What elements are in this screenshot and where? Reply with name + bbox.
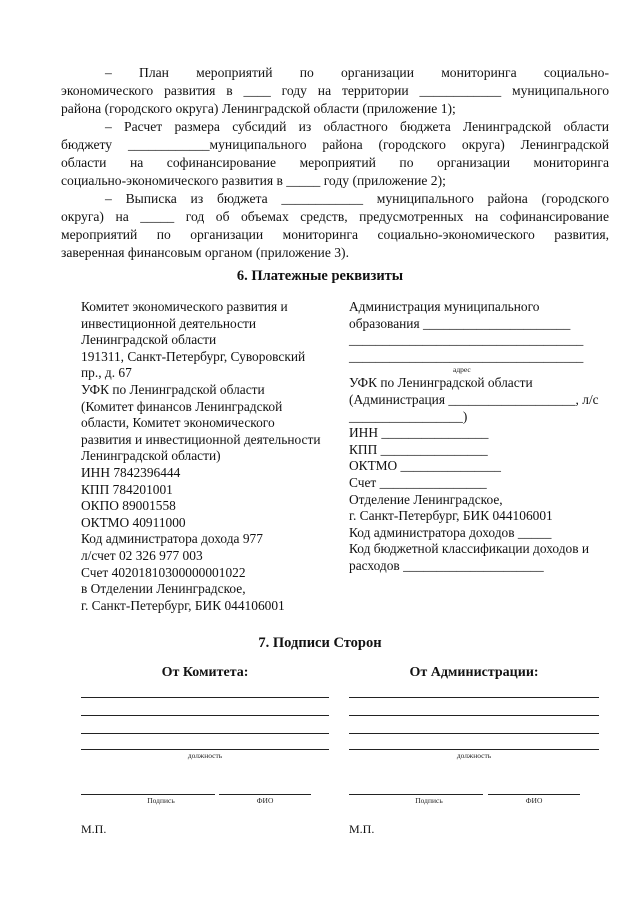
signature-line [81,697,329,698]
administration-signature-title: От Администрации: [409,665,539,680]
text-line: Код бюджетной классификации доходов и [349,541,590,557]
text-line: Отделение Ленинградское, [349,491,503,507]
signature-line [349,697,599,698]
text-line: ОКПО 89001558 [81,498,176,514]
text-line: г. Санкт-Петербург, БИК 044106001 [81,597,285,613]
text-line: КПП 784201001 [81,481,173,497]
text-line: Счет ________________ [349,474,487,490]
text-line: л/счет 02 326 977 003 [81,547,203,563]
text-line: ОКТМО 40911000 [81,514,186,530]
text-line: ОКТМО _______________ [349,458,501,474]
text-line: Администрация муниципального [349,299,540,314]
section-7-title: 7. Подписи Сторон [258,635,382,651]
intro-item-3 [61,190,609,262]
signature-line [81,749,329,750]
text-line: пр., д. 67 [81,365,132,381]
text-line: ___________________________________ [349,348,584,364]
text-line: области, Комитет экономического [81,415,275,431]
text-line: Код администратора дохода 977 [81,531,263,547]
signature-line [81,733,329,734]
name-line [219,794,311,795]
text-line: КПП ________________ [349,441,488,457]
text-line: социально-экономического развития в _____ году (приложение 2); [61,173,446,188]
text-line: ___________________________________ [349,332,584,348]
signature-line [81,794,215,795]
text-line: округа) на _____ год об объемах средств, предусмотренных на софинансирование [61,209,609,224]
name-caption: ФИО [525,796,543,805]
text-line: расходов _____________________ [349,557,544,573]
text-line: _________________) [349,408,468,424]
text-line: – Выписка из бюджета ____________ муниципального района (городского [105,191,609,206]
stamp-label: М.П. [81,822,107,836]
text-line: – План мероприятий по организации мониторинга социально- [105,65,609,80]
signature-caption: Подпись [415,796,443,805]
text-line: Счет 40201810300000001022 [81,564,246,580]
text-line: (Администрация ___________________, л/с [349,391,599,407]
text-line: экономического развития в ____ году на территории ____________ муниципального [61,83,609,98]
address-caption: адрес [453,365,471,375]
position-caption: должность [456,751,492,760]
committee-requisites [81,299,343,614]
section-6-title: 6. Платежные реквизиты [236,268,404,284]
text-line: инвестиционной деятельности [81,315,257,331]
text-line: мероприятий по организации мониторинга социально-экономического развития, [61,227,609,242]
text-line: области на софинансирование мероприятий по организации мониторинга [61,155,609,170]
text-line: УФК по Ленинградской области [349,375,533,391]
name-caption: ФИО [256,796,274,805]
stamp-label: М.П. [349,822,375,836]
position-caption: должность [187,751,223,760]
text-line: УФК по Ленинградской области [81,381,265,397]
signature-caption: Подпись [147,796,175,805]
intro-item-2 [61,118,609,190]
name-line [488,794,580,795]
text-line: Код администратора доходов _____ [349,524,552,540]
signature-line [349,749,599,750]
signature-line [349,794,483,795]
text-line: Комитет экономического развития и [81,299,288,314]
signature-line [349,733,599,734]
text-line: г. Санкт-Петербург, БИК 044106001 [349,508,553,524]
intro-item-1 [61,64,609,118]
text-line: района (городского округа) Ленинградской области (приложение 1); [61,101,456,116]
administration-requisites [349,299,611,575]
text-line: образования ______________________ [349,315,571,331]
text-line: (Комитет финансов Ленинградской [81,398,283,414]
signature-line [81,715,329,716]
text-line: Ленинградской области) [81,448,221,464]
text-line: развития и инвестиционной деятельности [81,431,321,447]
text-line: заверенная финансовым органом (приложение 3). [61,245,349,260]
text-line: 191311, Санкт-Петербург, Суворовский [81,348,306,364]
text-line: ИНН ________________ [349,425,489,441]
text-line: Ленинградской области [81,332,217,348]
text-line: в Отделении Ленинградское, [81,581,246,597]
committee-signature-title: От Комитета: [161,665,249,680]
signature-line [349,715,599,716]
text-line: – Расчет размера субсидий из областного бюджета Ленинградской области [105,119,609,134]
text-line: бюджету ____________муниципального района (городского округа) Ленинградской [61,137,609,152]
text-line: ИНН 7842396444 [81,464,181,480]
